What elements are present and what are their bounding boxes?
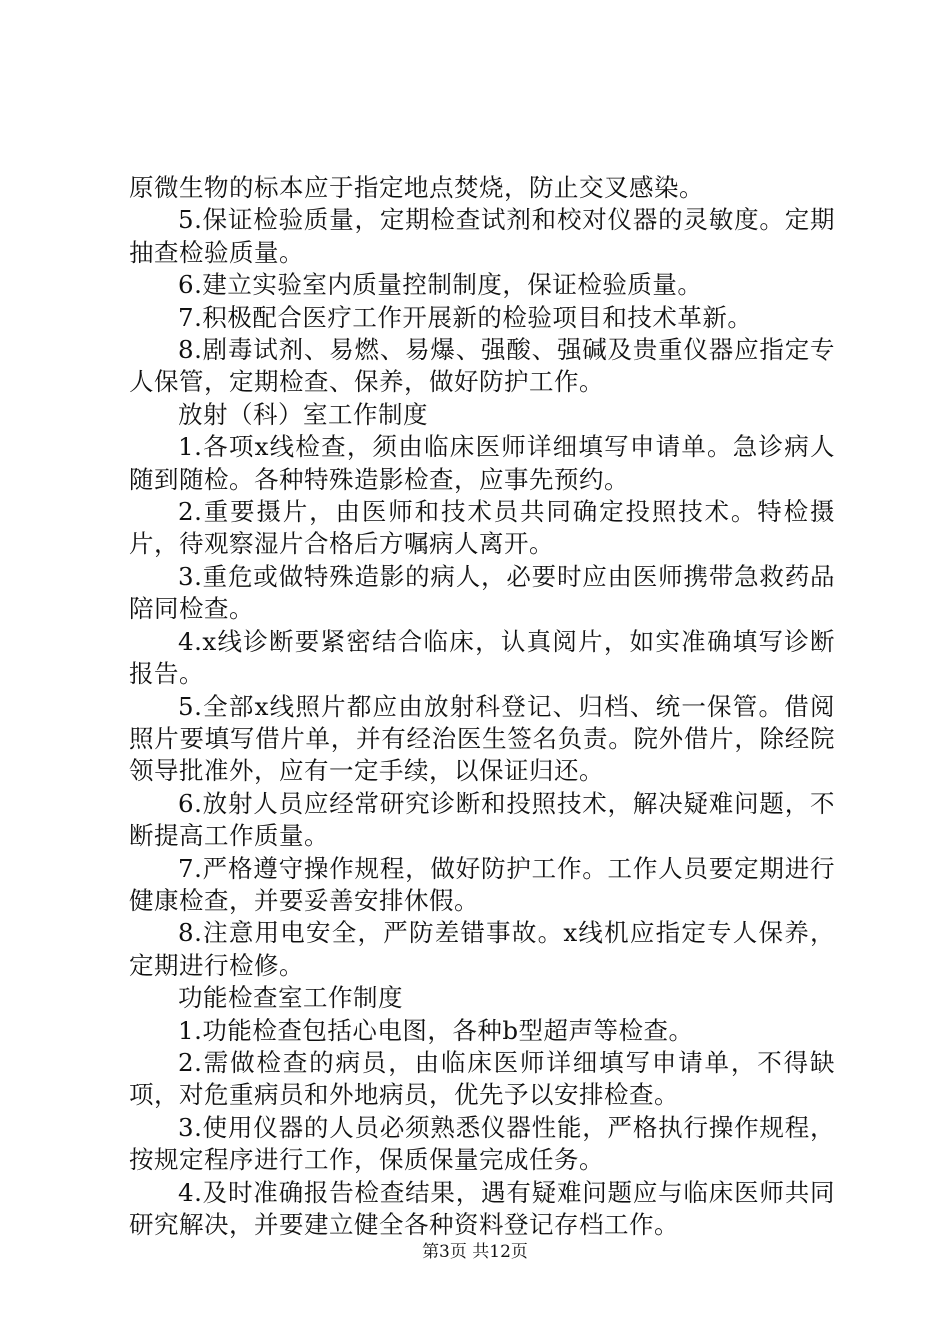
paragraph: 4.x线诊断要紧密结合临床，认真阅片，如实准确填写诊断报告。 bbox=[129, 626, 835, 689]
paragraph: 3.重危或做特殊造影的病人，必要时应由医师携带急救药品陪同检查。 bbox=[129, 561, 835, 624]
paragraph: 2.需做检查的病员，由临床医师详细填写申请单，不得缺项，对危重病员和外地病员，优先予以安排检查。 bbox=[129, 1047, 835, 1110]
paragraph: 1.功能检查包括心电图，各种b型超声等检查。 bbox=[178, 1015, 694, 1045]
paragraph: 4.及时准确报告检查结果，遇有疑难问题应与临床医师共同研究解决，并要建立健全各种资料登记存档工作。 bbox=[129, 1177, 835, 1239]
paragraph: 1.各项x线检查，须由临床医师详细填写申请单。急诊病人随到随检。各种特殊造影检查，应事先预约。 bbox=[129, 432, 835, 494]
paragraph: 3.使用仪器的人员必须熟悉仪器性能，严格执行操作规程，按规定程序进行工作，保质保量完成任务。 bbox=[129, 1112, 835, 1175]
section-heading: 功能检查室工作制度 bbox=[178, 983, 403, 1013]
section-heading: 放射（科）室工作制度 bbox=[178, 399, 428, 429]
document-body bbox=[129, 172, 835, 1241]
paragraph: 7.积极配合医疗工作开展新的检验项目和技术革新。 bbox=[178, 302, 753, 332]
paragraph: 原微生物的标本应于指定地点焚烧，防止交叉感染。 bbox=[129, 173, 704, 202]
paragraph: 5.保证检验质量，定期检查试剂和校对仪器的灵敏度。定期抽查检验质量。 bbox=[129, 205, 835, 267]
paragraph: 5.全部x线照片都应由放射科登记、归档、统一保管。借阅照片要填写借片单，并有经治医生签名负责。院外借片，除经院领导批准外，应有一定手续，以保证归还。 bbox=[129, 691, 835, 786]
paragraph: 6.建立实验室内质量控制制度，保证检验质量。 bbox=[178, 270, 703, 300]
paragraph: 8.剧毒试剂、易燃、易爆、强酸、强碱及贵重仪器应指定专人保管，定期检查、保养，做好防护工作。 bbox=[129, 335, 835, 397]
paragraph: 8.注意用电安全，严防差错事故。x线机应指定专人保养，定期进行检修。 bbox=[129, 918, 835, 980]
paragraph: 6.放射人员应经常研究诊断和投照技术，解决疑难问题，不断提高工作质量。 bbox=[129, 788, 835, 851]
page-footer: 第3页 共12页 bbox=[422, 1242, 528, 1262]
paragraph: 7.严格遵守操作规程，做好防护工作。工作人员要定期进行健康检查，并要妥善安排休假。 bbox=[129, 853, 835, 915]
paragraph: 2.重要摄片，由医师和技术员共同确定投照技术。特检摄片，待观察湿片合格后方嘱病人离开。 bbox=[129, 497, 835, 559]
